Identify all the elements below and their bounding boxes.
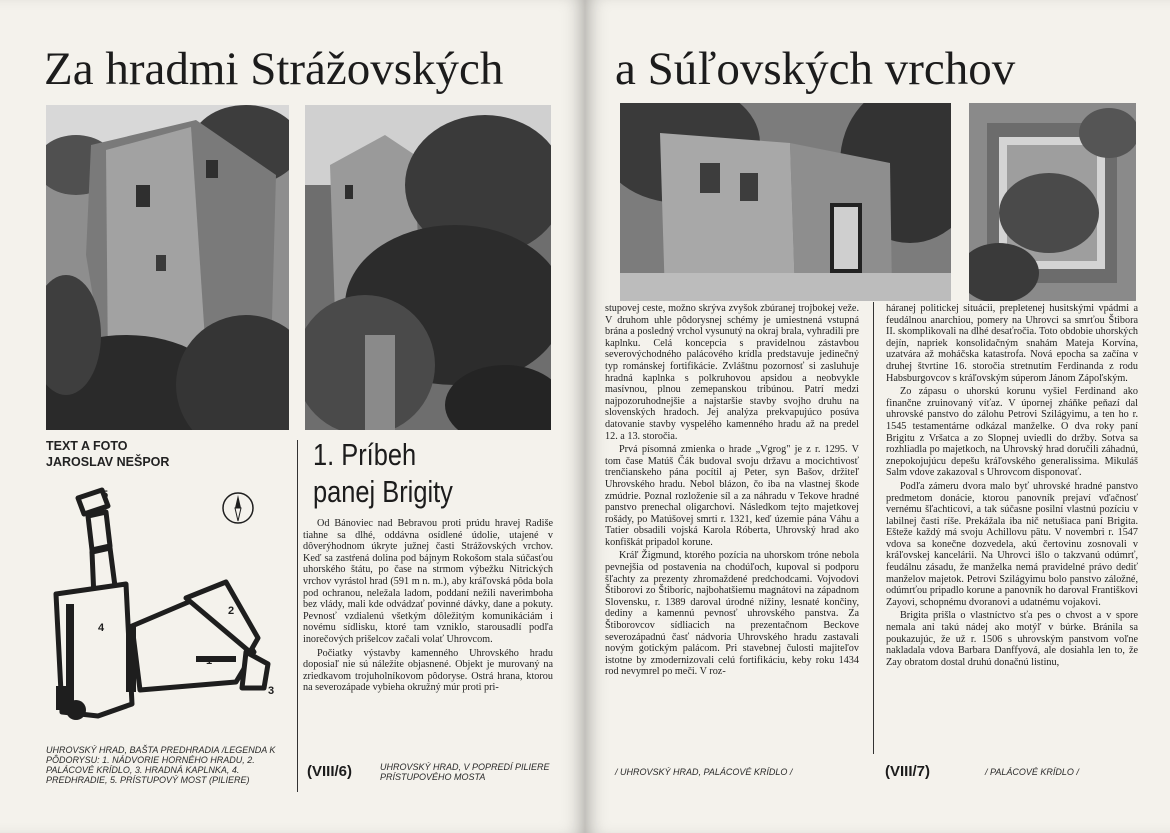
spread-title-right: a Súľovských vrchov xyxy=(615,43,1016,95)
page-folio-left: (VIII/6) xyxy=(307,763,353,780)
paragraph: Počiatky výstavby kamenného Uhrovského hradu doposiaľ nie sú náležite objasnené. Objekt je murovaný na zriedkavom trojuholníkovom pôdoryse. Ostrá hrana, ktorou na severozápade vybieha okružný múr proti pri- xyxy=(303,647,553,694)
plan-label-1: 1 xyxy=(206,655,213,667)
photo-caption-palace-window: / PALÁCOVÉ KRÍDLO / xyxy=(985,767,1079,777)
paragraph: stupovej ceste, možno skrýva zvyšok zbúranej trojbokej veže. V druhom uhle pôdorysnej schémy je umiestnená vstupná brána a posledný vrchol vysunutý na okraj brala, vyhradili pre kaplnku. Celá koncepcia s pravidelnou zástavbou severovýchodného palácového krídla predstavuje jedinečný typ románskej fortifikácie. Zvláštnu pozornosť si zasluhuje hradná kaplnka s polkruhovou apsidou a neobvykle masívnou, plnou zemepanskou tribúnou. Patrí medzi najpozoruhodnejšie a najstaršie stavby svojho druhu na slovenských hradoch. Jej analýza prekvapujúco posúva datovanie stavby vyspelého kamenného hradu až na predel 12. a 13. storočia. xyxy=(605,303,859,442)
paragraph: Zo zápasu o uhorskú korunu vyšiel Ferdinand ako finančne zruinovaný víťaz. V úpornej zháňke peňazí dal uhrovské panstvo do zálohu Petrovi Szilágyimu, a ten ho r. 1545 testamentárne odkázal manželke. O dva roky paní Brigitu z Vršatca a zo Slopnej uviedli do držby. Sotva sa rozhliadla po majetkoch, na Uhrovský hrad doručili záhadnú, znepokojujúcu depešu kráľovského generalissima. Mikuláš Salm vdove zakazoval s Uhrovcom disponovať. xyxy=(886,386,1138,479)
chapter-line2: panej Brigity xyxy=(313,474,453,509)
paragraph: Od Bánoviec nad Bebravou proti prúdu hravej Radiše tiahne sa dlhé, oddávna osídlené údolie, utajené v dôverýhodnom úkryte južnej časti Strážovských vrchov. Keď sa zastŕená dolina pod bájnym Rokošom stala súčasťou uhorského štátu, po čase na strmom výbežku Nitrických vrchov vyrástol hrad (591 m n. m.), aby kráľovská pôda bola pod ochranou, neležala ladom, poddaní nežili naverimboha bez vlády, mali kde odvádzať povinné dávky, dane a pokuty. Pevnosť vzdialenú všetkým dôležitým komunikáciám i novému sídlisku, ktoré tam vzniklo, starousadlí podľa inorečových prišelcov začali volať Uhrovcom. xyxy=(303,518,553,645)
photo-bridge-pillars xyxy=(305,105,551,430)
photo-palace-window xyxy=(969,103,1136,301)
plan-label-4: 4 xyxy=(98,622,105,634)
credit-line2: JAROSLAV NEŠPOR xyxy=(46,455,170,469)
right-column-1 xyxy=(605,303,859,680)
chapter-line1: 1. Príbeh xyxy=(313,437,417,472)
castle-floor-plan xyxy=(36,476,296,738)
right-column-2 xyxy=(886,303,1138,670)
paragraph: Podľa zámeru dvora malo byť uhrovské hradné panstvo predmetom donácie, ktorou panovník prejaví vďačnosť vernému šľachticovi, a tak súčasne posilní vlastnú pozíciu v labilnej časti ríše. Prekážala iba nič netušiaca paní Brigita. Ešteže každý má svoju Achillovu pätu. V novembri r. 1547 vdova sa konečne dozvedela, akú čertovinu zosnovali v kráľovskej kancelárii. Na Uhrovci išlo o takzvanú odúmrť, feudálnu zásadu, že manželka nemá pravidelné právo dediť manželov majetok. Petrovi Szilágyimu bolo panstvo záložné, odúmrťou pripadlo korune a panovník ho daroval Františkovi Zayovi, schopnému dvoranovi a udatnému vojakovi. xyxy=(886,480,1138,608)
plan-label-5: 5 xyxy=(102,489,109,501)
paragraph: Prvá písomná zmienka o hrade „Vgrog" je z r. 1295. V tom čase Matúš Čák budoval svoju državu a mocichtivosť trenčianskeho pána pocítil aj Peter, syn Bašov, držiteľ Uhrovského hradu. Nebol blázon, čo iba na vlastnej škode zmúdrie. Poznal rozloženie síl a za náhradu v Tekove hradné panstvo prenechal oligarchovi. Následkom tejto majetkovej rošády, po Matúšovej smrti r. 1321, keď územie pána Váhu a Tatier obsadili vojská Karola Róberta, Uhrovský hrad ako konfiškát pripadol korune. xyxy=(605,444,859,548)
intro-column xyxy=(303,518,553,696)
page-folio-right: (VIII/7) xyxy=(885,763,931,780)
photo-caption-pillars: UHROVSKÝ HRAD, V POPREDÍ PILIERE PRÍSTUPOVÉHO MOSTA xyxy=(380,762,550,782)
photo-castle-tower xyxy=(46,105,289,430)
spread-title-left: Za hradmi Strážovských xyxy=(44,43,504,95)
compass-icon xyxy=(221,491,255,525)
paragraph: Brigita prišla o vlastníctvo sťa pes o chvost a v spore nemala ani takú nádej ako motýľ v búrke. Bránila sa poukazujúc, že už r. 1506 s uhrovským panstvom voľne nakladala vdova Barbara Danffyová, ale dosiahla len to, že Zay obratom dostal druhú donačnú listinu, xyxy=(886,610,1138,668)
photo-palace-wing xyxy=(620,103,951,301)
plan-label-2: 2 xyxy=(228,605,235,617)
column-rule xyxy=(873,302,874,754)
author-credit xyxy=(46,438,169,470)
chapter-title xyxy=(313,436,453,510)
paragraph: háranej politickej situácii, prepletenej husitskými vpádmi a feudálnou anarchiou, pomery na Uhrovci sa smrťou Štibora II. skomplikovali na dlhé desaťročia. Toto obdobie uhorských dejín, napriek konsolidačným snahám Mateja Korvína, uzatvára až moháčska katastrofa. Nová epocha sa začína v druhej štvrtine 16. storočia stretnutím Ferdinanda z rodu Habsburgovcov s kráľovským súperom Jánom Zápoľským. xyxy=(886,303,1138,384)
plan-label-3: 3 xyxy=(268,685,275,697)
plan-caption: UHROVSKÝ HRAD, BAŠTA PREDHRADIA /LEGENDA K PÔDORYSU: 1. NÁDVORIE HORNÉHO HRADU, 2. PALÁCOVÉ KRÍDLO, 3. HRADNÁ KAPLNKA, 4. PREDHRADIE, 5. PRÍSTUPOVÝ MOST (PILIERE) xyxy=(46,745,276,785)
right-page xyxy=(585,0,1170,833)
photo-caption-palace-wing: / UHROVSKÝ HRAD, PALÁCOVÉ KRÍDLO / xyxy=(615,767,793,777)
paragraph: Kráľ Žigmund, ktorého pozícia na uhorskom tróne nebola pevnejšia od postavenia na chodúľoch, kupoval si podporu šľachty za prezenty zhromaždené predchodcami. Vojvodovi Štiborovi zo Štiboríc, najbohatšiemu magnátovi na západnom Slovensku, r. 1389 daroval úrodné nížiny, lesnaté končiny, dediny a kamennú pevnosť uhrovského panstva. Za Štiborovcov sídliacich na prezentačnom Beckove severozápadnú časť nádvoria Uhrovského hradu zastavali novým gotickým palácom. Pri stavebnej čulosti majiteľov istotne by zmodernizovali celú fortifikáciu, keby roku 1434 rod nevymrel po meči. V roz- xyxy=(605,550,859,678)
credit-line1: TEXT A FOTO xyxy=(46,439,128,453)
column-rule xyxy=(297,440,298,792)
